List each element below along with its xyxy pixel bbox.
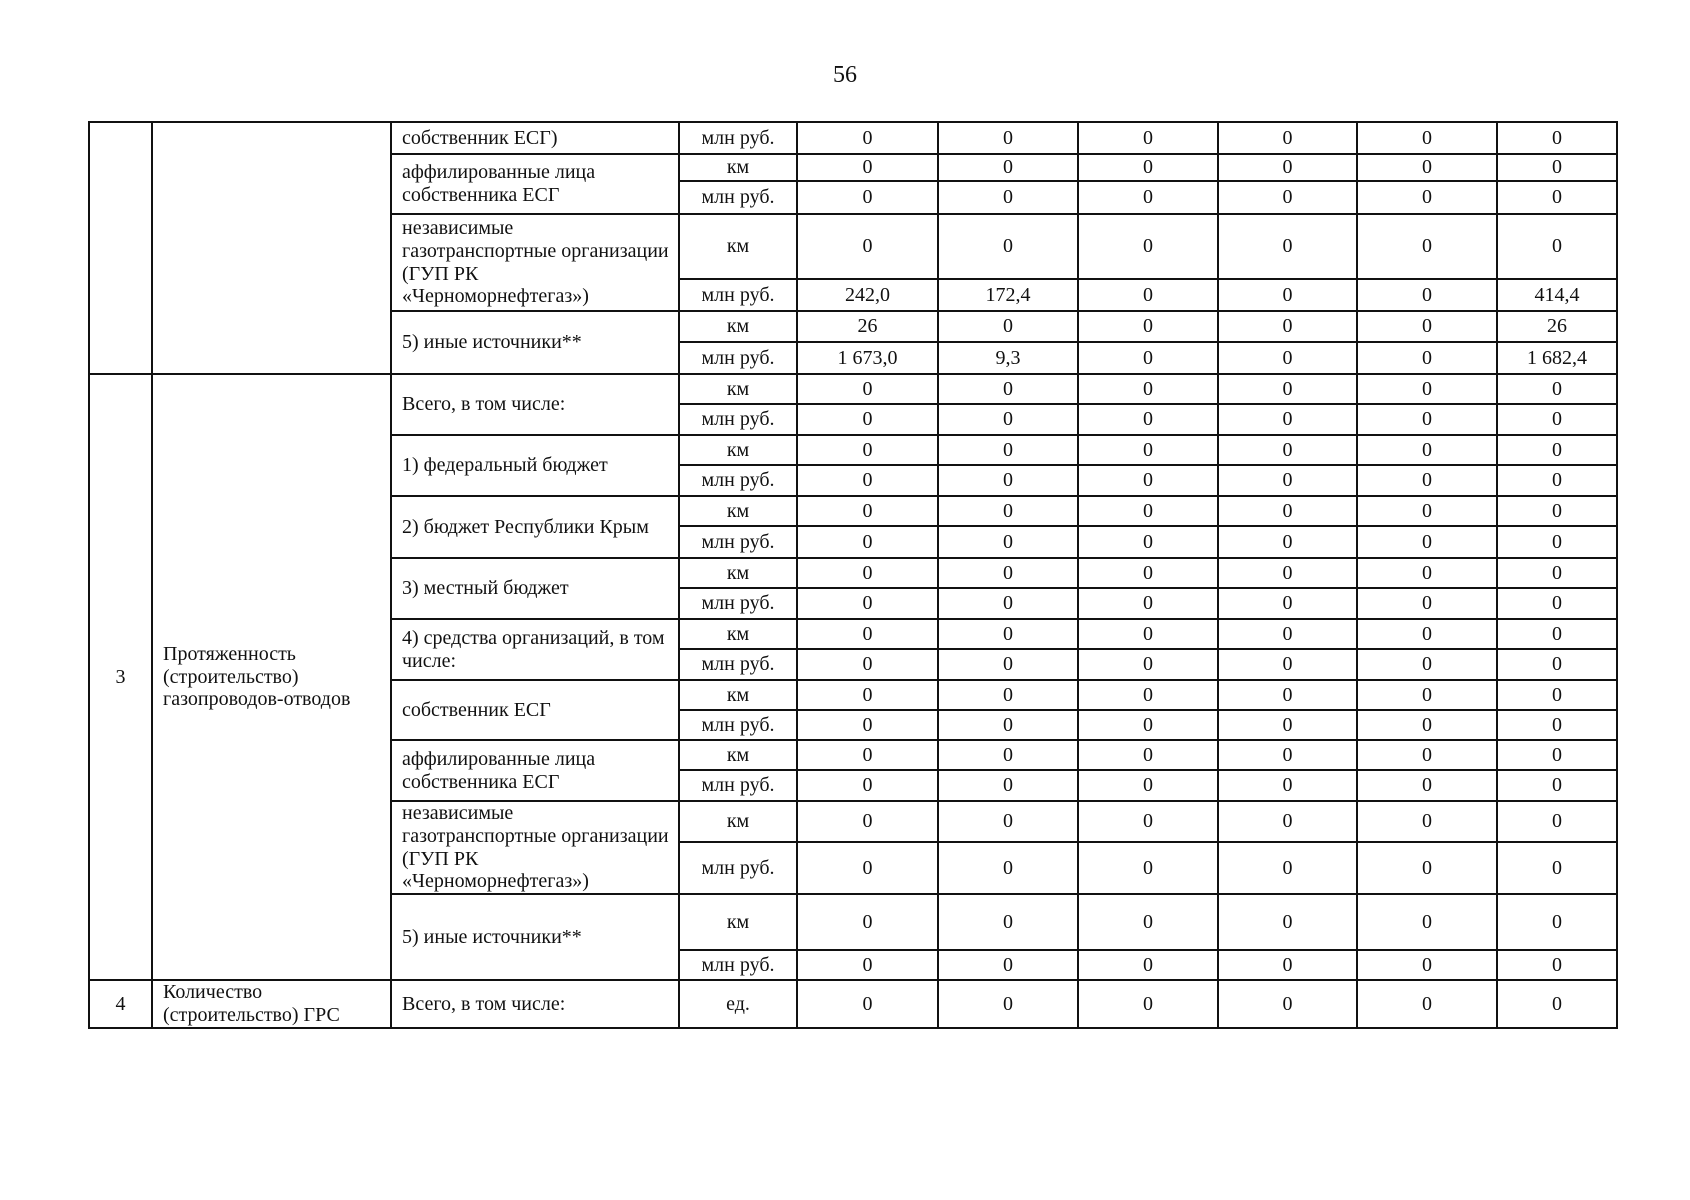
value-cell: 0 [797,588,938,619]
value-cell: 0 [938,950,1078,980]
value-cell: 0 [1357,181,1497,214]
value-cell: 0 [1357,710,1497,740]
value-cell: 0 [938,374,1078,404]
funding-source-label: Всего, в том числе: [391,980,679,1028]
funding-source-label: 2) бюджет Республики Крым [391,496,679,558]
table-body [89,122,1617,1028]
value-cell: 0 [1078,279,1218,311]
unit-cell: млн руб. [679,404,797,435]
value-cell: 0 [797,181,938,214]
value-cell: 0 [1357,588,1497,619]
value-cell: 0 [1497,801,1617,842]
table-row [89,374,1617,404]
value-cell: 0 [1357,680,1497,710]
value-cell: 0 [1218,558,1357,588]
value-cell: 0 [797,214,938,279]
section-number: 4 [89,980,152,1028]
value-cell: 0 [1357,980,1497,1028]
value-cell: 0 [797,980,938,1028]
funding-source-label: независимые газотранспортные организации (ГУП РК «Черноморнефтегаз») [391,801,679,894]
value-cell: 0 [1218,122,1357,154]
value-cell: 0 [1078,342,1218,374]
funding-source-label: 4) средства организаций, в том числе: [391,619,679,680]
unit-cell: млн руб. [679,526,797,558]
value-cell: 0 [1357,465,1497,496]
value-cell: 0 [1357,435,1497,465]
value-cell: 0 [1497,122,1617,154]
value-cell: 0 [938,496,1078,526]
value-cell: 0 [1218,680,1357,710]
value-cell: 0 [1497,588,1617,619]
value-cell: 0 [1078,980,1218,1028]
unit-cell: км [679,435,797,465]
value-cell: 0 [1218,342,1357,374]
value-cell: 0 [797,894,938,950]
section-name: Протяженность (строительство) газопроводов-отводов [152,374,391,980]
value-cell: 0 [797,558,938,588]
value-cell: 0 [938,526,1078,558]
value-cell: 0 [797,649,938,680]
value-cell: 0 [1078,404,1218,435]
value-cell: 0 [1218,950,1357,980]
value-cell: 0 [1497,181,1617,214]
value-cell: 0 [1218,801,1357,842]
value-cell: 0 [1078,181,1218,214]
value-cell: 0 [1218,619,1357,649]
value-cell: 0 [938,214,1078,279]
value-cell: 0 [1497,558,1617,588]
value-cell: 0 [797,770,938,801]
table-row [89,122,1617,154]
unit-cell: км [679,311,797,342]
value-cell: 0 [1357,558,1497,588]
value-cell: 0 [1497,842,1617,894]
page-number: 56 [833,62,857,88]
value-cell: 0 [1357,122,1497,154]
value-cell: 0 [1357,894,1497,950]
value-cell: 0 [1497,526,1617,558]
value-cell: 0 [1078,374,1218,404]
unit-cell: км [679,496,797,526]
value-cell: 0 [1357,496,1497,526]
value-cell: 0 [1357,619,1497,649]
value-cell: 0 [797,710,938,740]
value-cell: 0 [1078,894,1218,950]
value-cell: 0 [1218,154,1357,181]
unit-cell: млн руб. [679,770,797,801]
value-cell: 0 [1218,435,1357,465]
value-cell: 0 [938,770,1078,801]
value-cell: 0 [938,558,1078,588]
value-cell: 0 [1078,801,1218,842]
unit-cell: млн руб. [679,342,797,374]
value-cell: 0 [1357,154,1497,181]
value-cell: 0 [1497,496,1617,526]
unit-cell: млн руб. [679,465,797,496]
value-cell: 0 [797,154,938,181]
value-cell: 0 [1497,950,1617,980]
value-cell: 0 [1078,154,1218,181]
value-cell: 0 [797,404,938,435]
value-cell: 0 [797,435,938,465]
value-cell: 0 [1497,154,1617,181]
value-cell: 0 [1357,214,1497,279]
value-cell: 0 [1218,710,1357,740]
unit-cell: млн руб. [679,181,797,214]
value-cell: 0 [1218,980,1357,1028]
value-cell: 0 [797,122,938,154]
value-cell: 0 [938,588,1078,619]
value-cell: 0 [1497,649,1617,680]
value-cell: 172,4 [938,279,1078,311]
section-name: Количество (строительство) ГРС [152,980,391,1028]
value-cell: 9,3 [938,342,1078,374]
value-cell: 0 [1078,619,1218,649]
value-cell: 0 [938,181,1078,214]
value-cell: 0 [797,740,938,770]
value-cell: 0 [938,154,1078,181]
value-cell: 0 [797,801,938,842]
value-cell: 0 [1357,526,1497,558]
value-cell: 0 [938,649,1078,680]
unit-cell: км [679,740,797,770]
value-cell: 0 [1218,181,1357,214]
value-cell: 0 [1357,842,1497,894]
value-cell: 0 [938,465,1078,496]
value-cell: 0 [1497,374,1617,404]
value-cell: 0 [1218,465,1357,496]
value-cell: 0 [1497,404,1617,435]
value-cell: 0 [1497,710,1617,740]
value-cell: 26 [1497,311,1617,342]
value-cell: 0 [1497,980,1617,1028]
unit-cell: млн руб. [679,122,797,154]
funding-source-label: 5) иные источники** [391,311,679,374]
value-cell: 0 [1218,649,1357,680]
value-cell: 0 [1218,588,1357,619]
value-cell: 0 [938,980,1078,1028]
unit-cell: млн руб. [679,279,797,311]
funding-source-label: Всего, в том числе: [391,374,679,435]
data-table [88,121,1618,1029]
unit-cell: млн руб. [679,842,797,894]
value-cell: 0 [1497,740,1617,770]
section-name [152,122,391,374]
value-cell: 0 [1078,950,1218,980]
value-cell: 0 [1357,740,1497,770]
unit-cell: млн руб. [679,710,797,740]
value-cell: 0 [1357,374,1497,404]
value-cell: 0 [797,374,938,404]
value-cell: 0 [938,619,1078,649]
unit-cell: млн руб. [679,588,797,619]
value-cell: 0 [1218,496,1357,526]
value-cell: 0 [1218,740,1357,770]
value-cell: 0 [1078,496,1218,526]
value-cell: 0 [1218,279,1357,311]
value-cell: 0 [797,496,938,526]
value-cell: 0 [1078,588,1218,619]
value-cell: 0 [938,894,1078,950]
value-cell: 242,0 [797,279,938,311]
value-cell: 0 [1078,311,1218,342]
funding-source-label: 5) иные источники** [391,894,679,980]
value-cell: 0 [1497,214,1617,279]
funding-source-label: аффилированные лица собственника ЕСГ [391,740,679,801]
value-cell: 26 [797,311,938,342]
unit-cell: млн руб. [679,950,797,980]
value-cell: 0 [1357,342,1497,374]
value-cell: 0 [1357,770,1497,801]
value-cell: 0 [1078,435,1218,465]
value-cell: 0 [1078,526,1218,558]
funding-source-label: собственник ЕСГ [391,680,679,740]
value-cell: 0 [938,435,1078,465]
value-cell: 0 [1497,770,1617,801]
value-cell: 0 [1497,894,1617,950]
value-cell: 0 [1218,526,1357,558]
value-cell: 0 [1357,404,1497,435]
unit-cell: км [679,374,797,404]
section-number [89,122,152,374]
value-cell: 0 [938,801,1078,842]
value-cell: 0 [1078,649,1218,680]
value-cell: 0 [1078,122,1218,154]
value-cell: 0 [1357,311,1497,342]
value-cell: 0 [1078,465,1218,496]
funding-source-label: независимые газотранспортные организации (ГУП РК «Черноморнефтегаз») [391,214,679,311]
unit-cell: км [679,680,797,710]
unit-cell: км [679,801,797,842]
value-cell: 0 [1497,680,1617,710]
value-cell: 0 [797,619,938,649]
value-cell: 0 [1078,842,1218,894]
value-cell: 0 [938,404,1078,435]
value-cell: 0 [797,526,938,558]
value-cell: 0 [1078,558,1218,588]
funding-source-label: собственник ЕСГ) [391,122,679,154]
value-cell: 0 [1357,801,1497,842]
value-cell: 0 [1078,740,1218,770]
funding-source-label: 3) местный бюджет [391,558,679,619]
unit-cell: км [679,558,797,588]
value-cell: 0 [1497,619,1617,649]
funding-source-label: 1) федеральный бюджет [391,435,679,496]
value-cell: 0 [1357,279,1497,311]
value-cell: 0 [1218,404,1357,435]
value-cell: 0 [938,710,1078,740]
value-cell: 0 [1218,311,1357,342]
value-cell: 0 [938,842,1078,894]
value-cell: 0 [797,842,938,894]
value-cell: 0 [938,122,1078,154]
value-cell: 0 [1218,214,1357,279]
value-cell: 0 [938,311,1078,342]
table-row [89,980,1617,1028]
value-cell: 0 [1078,680,1218,710]
value-cell: 0 [938,680,1078,710]
value-cell: 0 [1497,465,1617,496]
value-cell: 0 [1497,435,1617,465]
unit-cell: млн руб. [679,649,797,680]
unit-cell: ед. [679,980,797,1028]
value-cell: 0 [1078,214,1218,279]
unit-cell: км [679,619,797,649]
value-cell: 0 [1218,842,1357,894]
value-cell: 0 [797,950,938,980]
value-cell: 0 [1218,770,1357,801]
unit-cell: км [679,154,797,181]
value-cell: 0 [1078,770,1218,801]
value-cell: 414,4 [1497,279,1617,311]
value-cell: 0 [797,680,938,710]
value-cell: 1 682,4 [1497,342,1617,374]
value-cell: 0 [797,465,938,496]
value-cell: 0 [1078,710,1218,740]
section-number: 3 [89,374,152,980]
value-cell: 0 [1218,374,1357,404]
value-cell: 0 [938,740,1078,770]
unit-cell: км [679,214,797,279]
value-cell: 0 [1218,894,1357,950]
unit-cell: км [679,894,797,950]
funding-source-label: аффилированные лица собственника ЕСГ [391,154,679,214]
value-cell: 0 [1357,950,1497,980]
value-cell: 1 673,0 [797,342,938,374]
value-cell: 0 [1357,649,1497,680]
